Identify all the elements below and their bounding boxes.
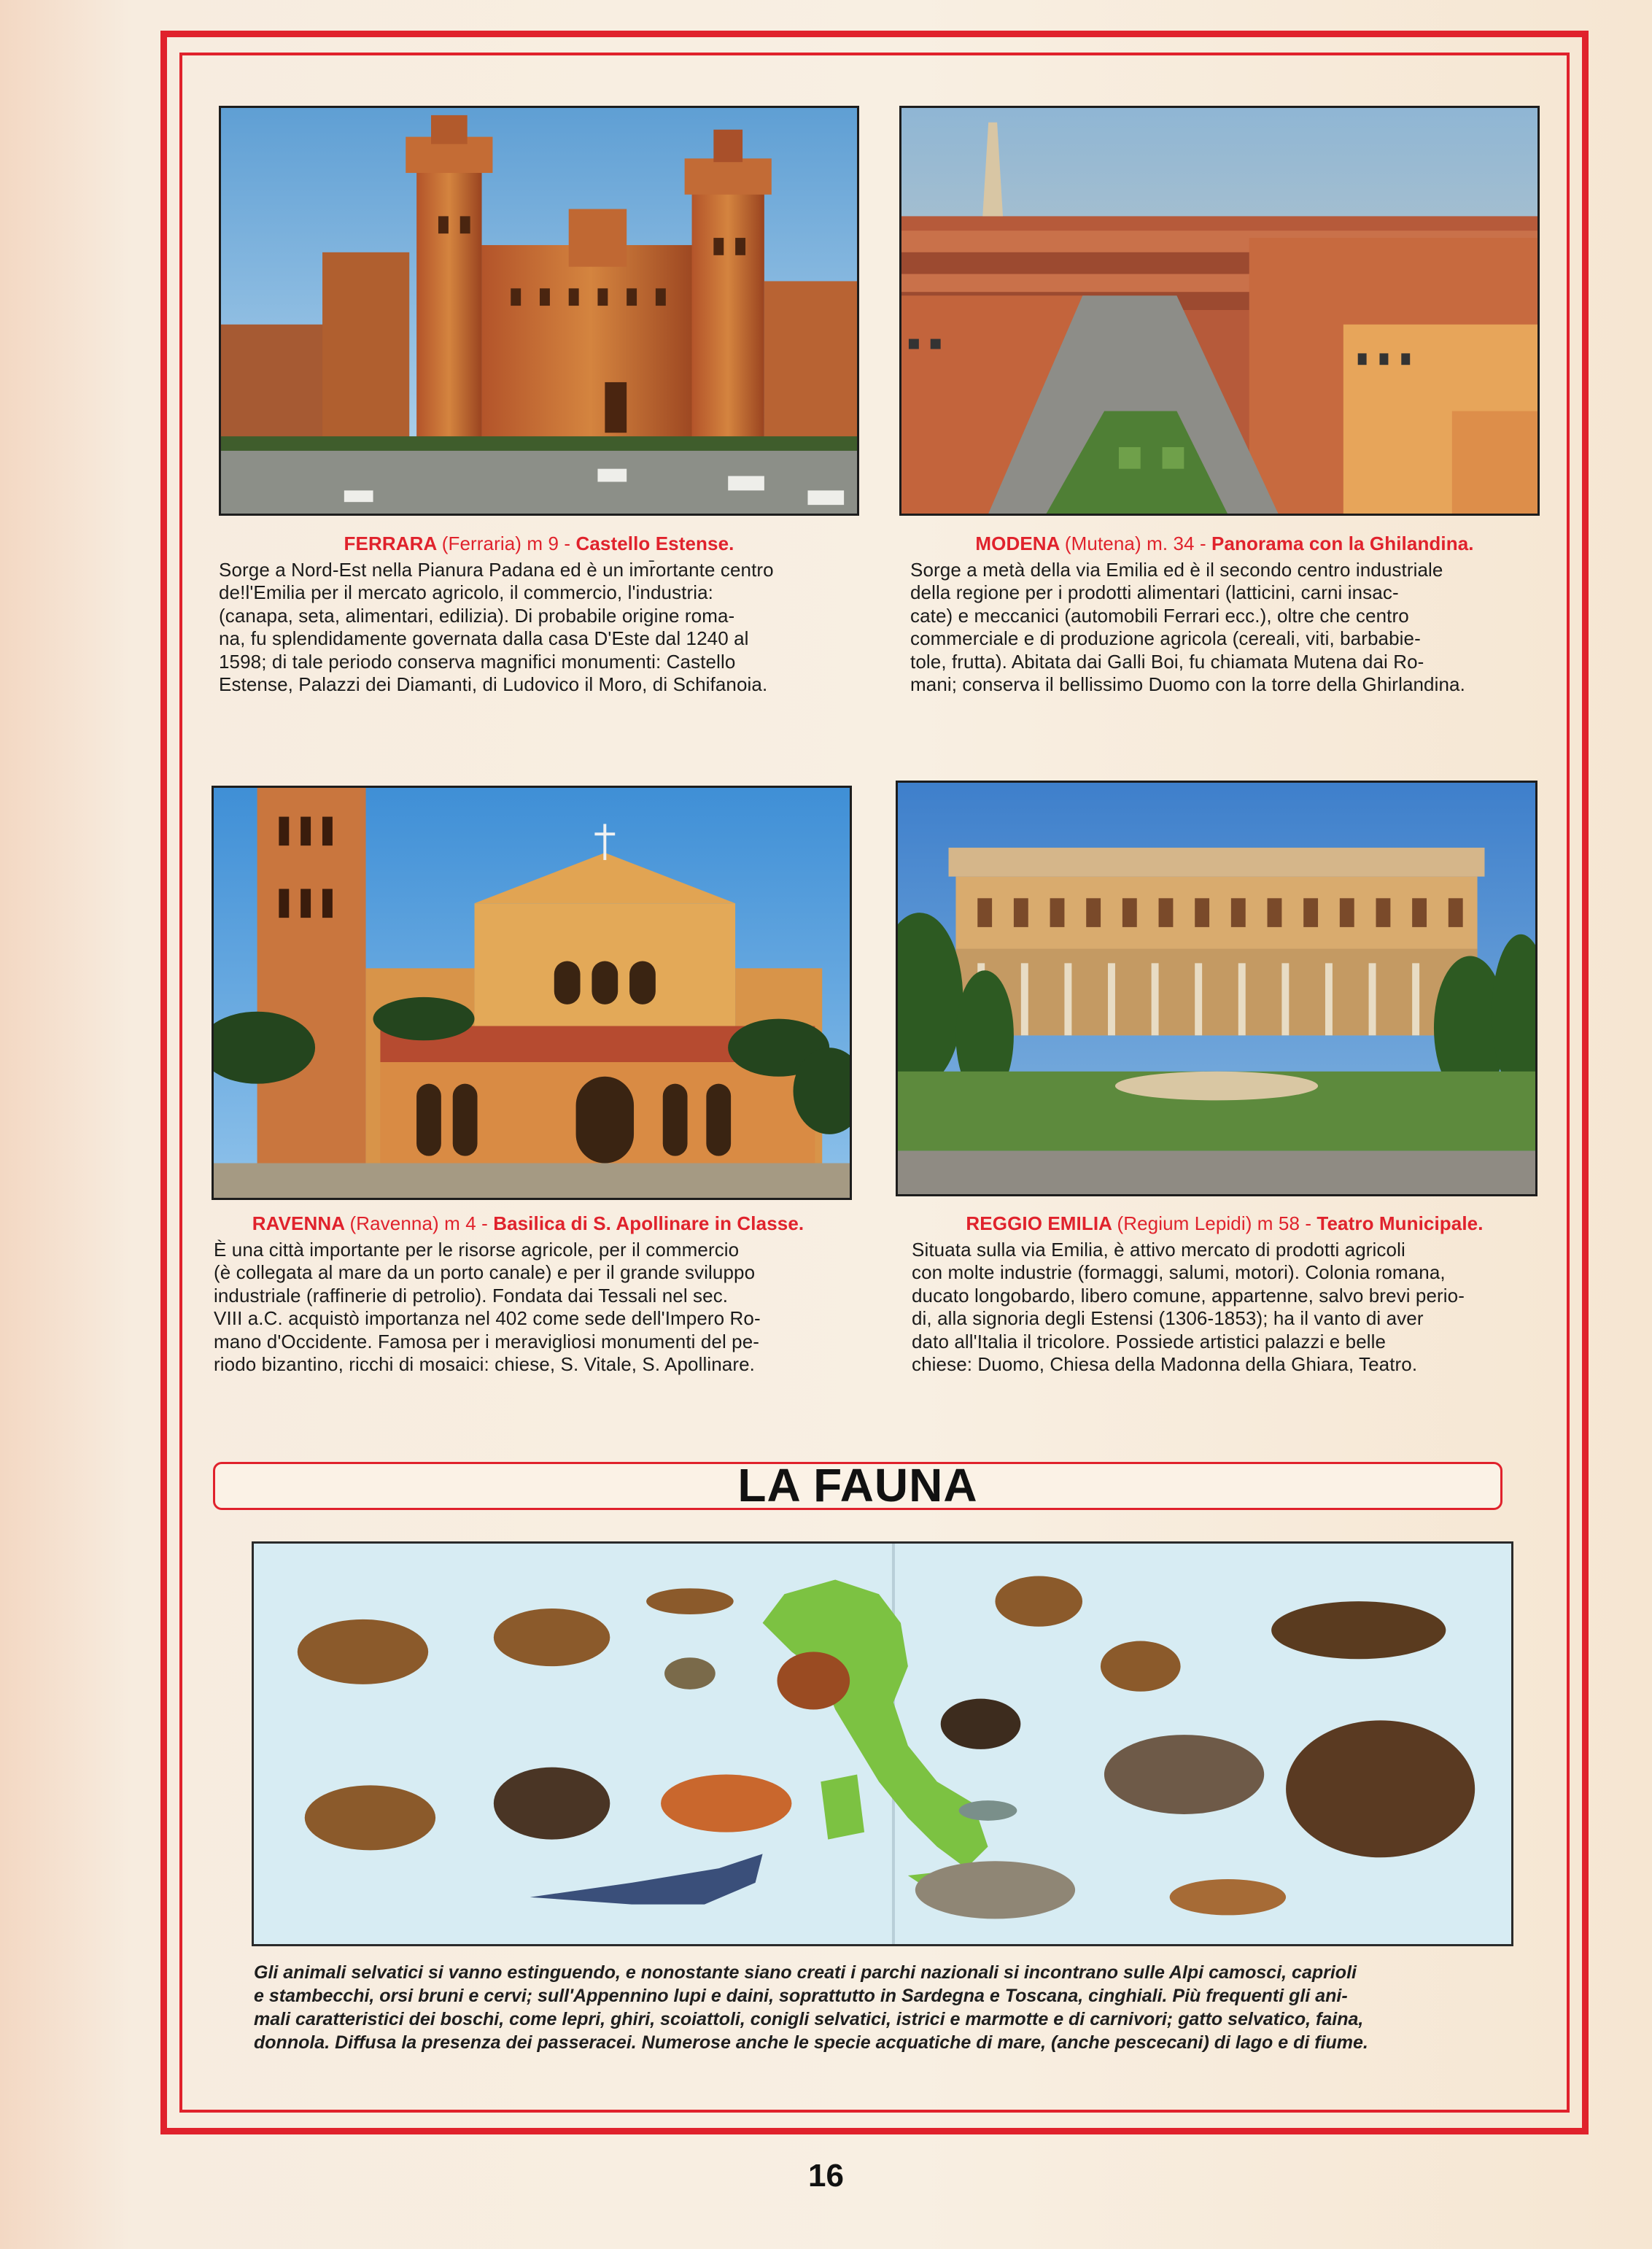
fish-icon bbox=[959, 1800, 1017, 1821]
fox-icon bbox=[661, 1775, 791, 1832]
eagle-icon bbox=[1271, 1601, 1446, 1659]
altitude: m 58 bbox=[1257, 1212, 1300, 1234]
wildcat-icon bbox=[915, 1861, 1075, 1919]
caption-modena-line: commerciale e di produzione agricola (cereali, viti, barbabie- bbox=[910, 627, 1421, 649]
snake-icon bbox=[664, 1657, 716, 1689]
caption-ferrara-title: FERRARA (Ferraria) m 9 - Castello Estense. bbox=[344, 533, 734, 554]
city-name: MODENA bbox=[975, 533, 1060, 554]
deer-icon bbox=[305, 1785, 435, 1850]
caption-ferrara-line: Estense, Palazzi dei Diamanti, di Ludovico il Moro, di Schifanoia. bbox=[219, 673, 768, 695]
fauna-text-line: e stambecchi, orsi bruni e cervi; sull'Appennino lupi e daini, soprattutto in Sardegna e Toscana, cinghiali. Più frequenti gli ani- bbox=[254, 1986, 1348, 2006]
caption-reggio-line: di, alla signoria degli Estensi (1306-1853); ha il vanto di aver bbox=[912, 1307, 1424, 1329]
fauna-title: LA FAUNA bbox=[737, 1459, 978, 1511]
porcupine-icon bbox=[941, 1699, 1021, 1749]
city-name: REGGIO EMILIA bbox=[966, 1212, 1112, 1234]
caption-modena bbox=[910, 533, 1539, 697]
latin-name: (Regium Lepidi) bbox=[1117, 1212, 1252, 1234]
fauna-text-line: Gli animali selvatici si vanno estinguendo, e nonostante siano creati i parchi nazionali si incontrano sulle Alpi camosci, caprioli bbox=[254, 1962, 1357, 1983]
photo-reggio-emilia-teatro bbox=[896, 781, 1537, 1196]
ibex-icon bbox=[298, 1619, 428, 1684]
latin-name: (Mutena) bbox=[1064, 533, 1141, 554]
caption-ferrara-line: 1598; di tale periodo conserva magnifici monumenti: Castello bbox=[219, 650, 736, 673]
city-name: RAVENNA bbox=[252, 1212, 345, 1234]
chamois-icon bbox=[494, 1609, 610, 1666]
caption-reggio-line: Situata sulla via Emilia, è attivo mercato di prodotti agricoli bbox=[912, 1238, 1405, 1261]
latin-name: (Ferraria) bbox=[441, 533, 522, 554]
squirrel-icon bbox=[777, 1652, 850, 1709]
caption-modena-line: tole, frutta). Abitata dai Galli Boi, fu chiamata Mutena dai Ro- bbox=[910, 650, 1424, 673]
photo-subject: Teatro Municipale. bbox=[1316, 1212, 1484, 1234]
latin-name: (Ravenna) bbox=[349, 1212, 439, 1234]
caption-ravenna-line: mano d'Occidente. Famosa per i meravigliosi monumenti del pe- bbox=[214, 1330, 760, 1352]
fauna-description bbox=[254, 1961, 1508, 2054]
caption-reggio-emilia bbox=[912, 1212, 1537, 1377]
sardinia-shape bbox=[821, 1775, 864, 1840]
caption-ferrara bbox=[219, 533, 859, 697]
fauna-map-illustration bbox=[252, 1541, 1513, 1946]
caption-reggio-line: chiese: Duomo, Chiesa della Madonna della Ghiara, Teatro. bbox=[912, 1353, 1418, 1375]
photo-subject: Panorama con la Ghilandina. bbox=[1211, 533, 1474, 554]
caption-ravenna-line: industriale (raffinerie di petrolio). Fondata dai Tessali nel sec. bbox=[214, 1284, 729, 1307]
caption-ravenna-line: È una città importante per le risorse agricole, per il commercio bbox=[214, 1238, 740, 1261]
altitude: m. 34 bbox=[1147, 533, 1195, 554]
weasel-icon bbox=[646, 1588, 734, 1614]
photo-ravenna-basilica bbox=[212, 786, 852, 1200]
caption-ravenna-line: VIII a.C. acquistò importanza nel 402 come sede dell'Impero Ro- bbox=[214, 1307, 761, 1329]
hawk-icon bbox=[995, 1576, 1082, 1627]
wolf-icon bbox=[1104, 1735, 1264, 1814]
caption-ferrara-line: de!l'Emilia per il mercato agricolo, il commercio, l'industria: bbox=[219, 581, 714, 603]
fauna-title-bar bbox=[213, 1459, 1502, 1511]
caption-reggio-line: dato all'Italia il tricolore. Possiede artistici palazzi e belle bbox=[912, 1330, 1387, 1352]
marmot-icon bbox=[1101, 1641, 1181, 1692]
photo-subject: Basilica di S. Apollinare in Classe. bbox=[493, 1212, 804, 1234]
altitude: m 9 bbox=[527, 533, 559, 554]
altitude: m 4 bbox=[444, 1212, 476, 1234]
caption-modena-line: cate) e meccanici (automobili Ferrari ecc.), oltre che centro bbox=[910, 604, 1409, 627]
photo-ferrara-castello-estense bbox=[219, 106, 859, 516]
boar-icon bbox=[494, 1768, 610, 1840]
caption-reggio-emilia-title: REGGIO EMILIA (Regium Lepidi) m 58 - Teatro Municipale. bbox=[966, 1212, 1484, 1234]
fauna-text-line: mali caratteristici dei boschi, come lepri, ghiri, scoiattoli, conigli selvatici, istrici e marmotte e di carnivori; gatto selvatico, faina, bbox=[254, 2009, 1364, 2029]
fauna-text-line: donnola. Diffusa la presenza dei passeracei. Numerose anche le specie acquatiche di mare, (anche pescecani) di lago e di fiume. bbox=[254, 2032, 1368, 2053]
bear-icon bbox=[1286, 1720, 1475, 1857]
caption-modena-line: Sorge a metà della via Emilia ed è il secondo centro industriale bbox=[910, 558, 1443, 581]
page-number: 16 bbox=[808, 2158, 844, 2194]
city-name: FERRARA bbox=[344, 533, 437, 554]
caption-ravenna bbox=[214, 1212, 842, 1377]
photo-subject: Castello Estense. bbox=[575, 533, 734, 554]
caption-ferrara-line: (canapa, seta, alimentari, edilizia). Di probabile origine roma- bbox=[219, 604, 735, 627]
caption-modena-title: MODENA (Mutena) m. 34 - Panorama con la Ghilandina. bbox=[975, 533, 1474, 554]
caption-reggio-line: ducato longobardo, libero comune, appartenne, salvo brevi perio- bbox=[912, 1284, 1465, 1307]
caption-ravenna-line: (è collegata al mare da un porto canale) e per il grande sviluppo bbox=[214, 1261, 756, 1283]
caption-reggio-line: con molte industrie (formaggi, salumi, motori). Colonia romana, bbox=[912, 1261, 1446, 1283]
caption-modena-line: della regione per i prodotti alimentari (latticini, carni insac- bbox=[910, 581, 1399, 603]
caption-ferrara-line: na, fu splendidamente governata dalla casa D'Este dal 1240 al bbox=[219, 627, 749, 649]
photo-modena-panorama bbox=[899, 106, 1540, 516]
caption-ravenna-title: RAVENNA (Ravenna) m 4 - Basilica di S. Apollinare in Classe. bbox=[252, 1212, 804, 1234]
caption-ferrara-line: Sorge a Nord-Est nella Pianura Padana ed è un imr̄ortante centro bbox=[219, 558, 774, 581]
caption-ravenna-line: riodo bizantino, ricchi di mosaici: chiese, S. Vitale, S. Apollinare. bbox=[214, 1353, 756, 1375]
caption-modena-line: mani; conserva il bellissimo Duomo con la torre della Ghirlandina. bbox=[910, 673, 1465, 695]
hare-icon bbox=[1170, 1879, 1286, 1915]
